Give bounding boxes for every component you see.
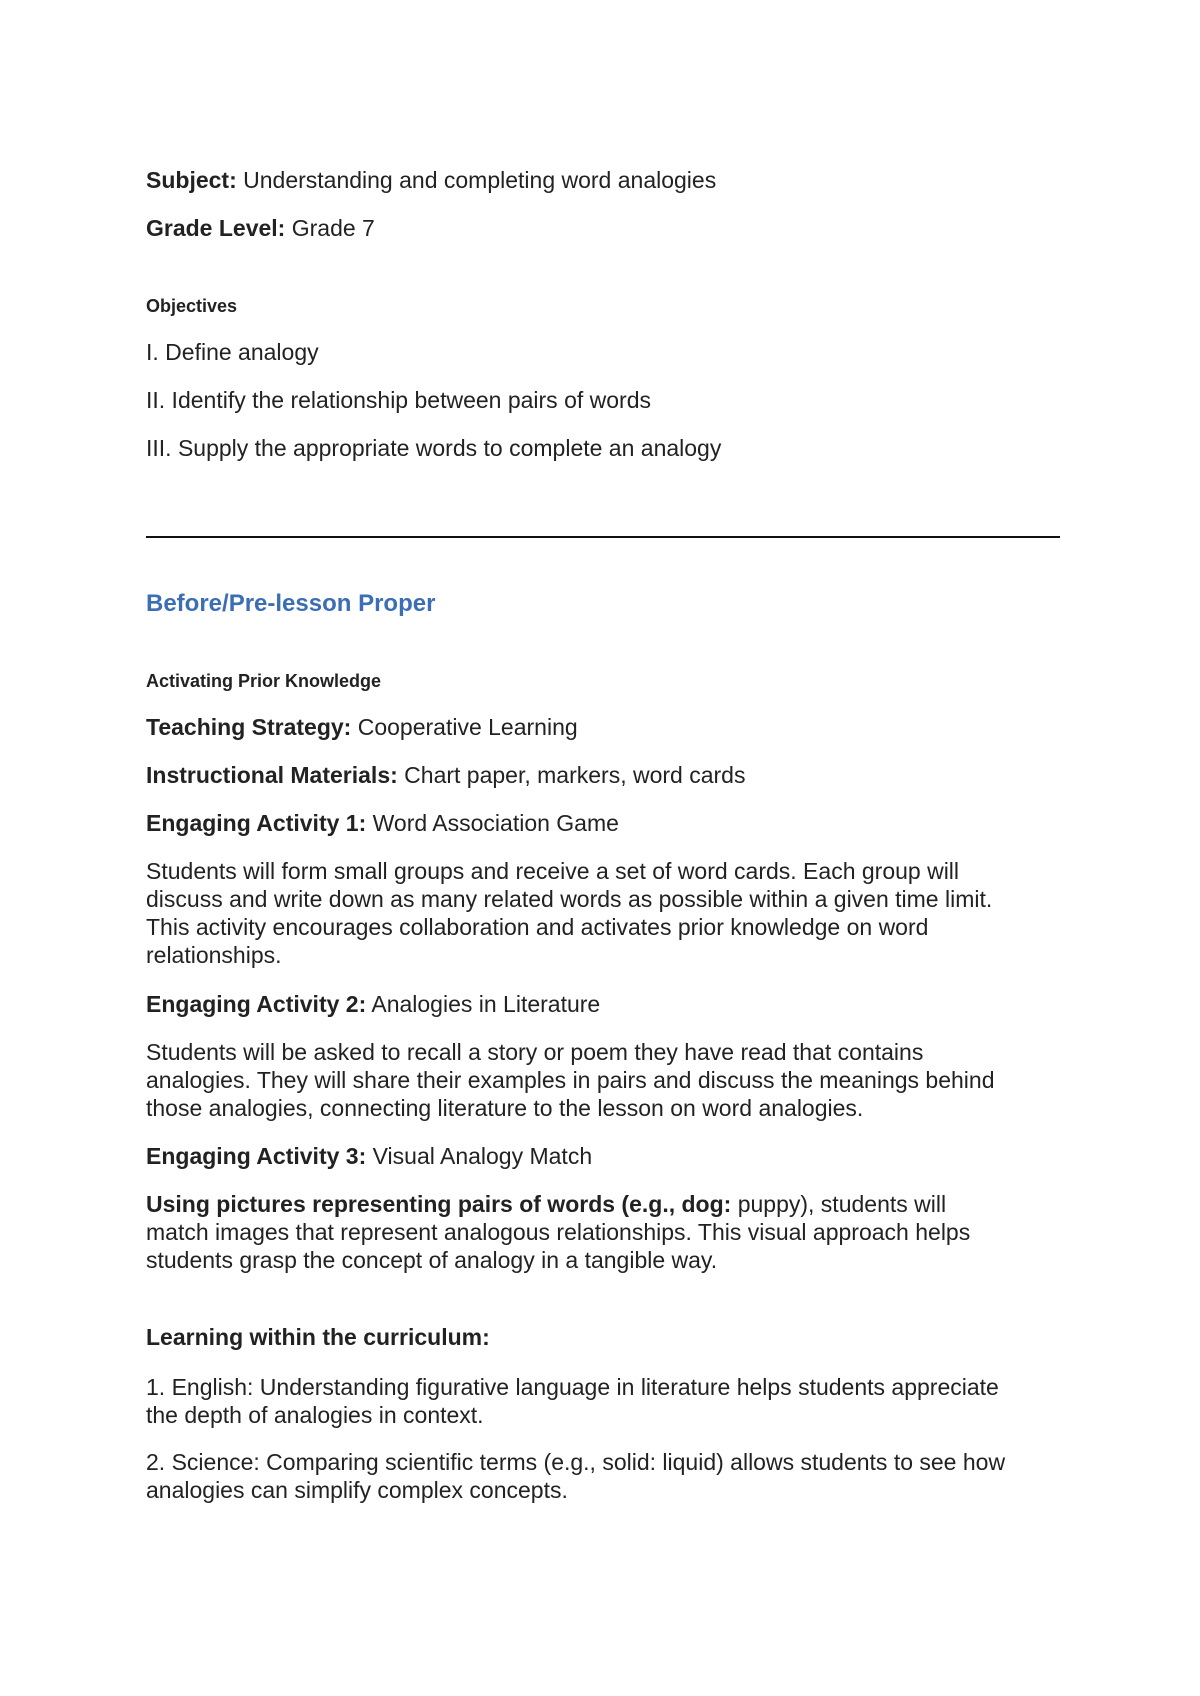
objectives-heading: Objectives [146,296,238,316]
paragraph-line: Students will be asked to recall a story or poem they have read that contains [146,1039,924,1065]
teaching-strategy-label: Teaching Strategy: [146,714,352,740]
objective-item: I. Define analogy [146,339,319,365]
subject-line [146,166,716,194]
teaching-strategy-line [146,713,578,741]
subject-value: Understanding and completing word analogies [243,167,717,193]
activity-1-label: Engaging Activity 1: [146,810,367,836]
activity-3-lead-rest: puppy), students will [731,1191,947,1217]
paragraph-line: those analogies, connecting literature to the lesson on word analogies. [146,1095,864,1121]
grade-level-label: Grade Level: [146,215,286,241]
activity-1-heading [146,809,619,837]
section-title: Before/Pre-lesson Proper [146,590,436,617]
curriculum-heading-text: Learning within the curriculum: [146,1324,490,1350]
materials-value: Chart paper, markers, word cards [404,762,746,788]
paragraph-line: match images that represent analogous relationships. This visual approach helps [146,1219,971,1245]
objective-item: II. Identify the relationship between pairs of words [146,387,652,413]
curriculum-heading [146,1323,490,1351]
activity-3-label: Engaging Activity 3: [146,1143,367,1169]
paragraph-line: discuss and write down as many related words as possible within a given time limit. [146,886,993,912]
materials-label: Instructional Materials: [146,762,398,788]
curriculum-item-english [146,1373,1066,1429]
materials-line [146,761,745,789]
activity-2-label: Engaging Activity 2: [146,991,367,1017]
section-divider [146,536,1060,538]
teaching-strategy-value: Cooperative Learning [357,714,578,740]
paragraph-line: the depth of analogies in context. [146,1402,484,1428]
paragraph-line: This activity encourages collaboration and activates prior knowledge on word [146,914,929,940]
prior-knowledge-heading: Activating Prior Knowledge [146,671,382,691]
paragraph-line: analogies. They will share their examples in pairs and discuss the meanings behind [146,1067,995,1093]
paragraph-line: relationships. [146,942,282,968]
activity-2-title: Analogies in Literature [371,991,601,1017]
subject-label: Subject: [146,167,237,193]
activity-3-heading [146,1142,592,1170]
activity-3-description [146,1190,1066,1274]
paragraph-line: analogies can simplify complex concepts. [146,1477,568,1503]
activity-1-description [146,857,1066,969]
paragraph-line [146,1190,1066,1218]
paragraph-line: 1. English: Understanding figurative language in literature helps students appreciate [146,1374,999,1400]
activity-3-lead-bold: Using pictures representing pairs of words (e.g., dog: [146,1191,732,1217]
activity-3-title: Visual Analogy Match [372,1143,593,1169]
grade-level-line [146,214,375,242]
activity-2-description [146,1038,1066,1122]
curriculum-item-science [146,1448,1066,1504]
paragraph-line: Students will form small groups and receive a set of word cards. Each group will [146,858,960,884]
paragraph-line: students grasp the concept of analogy in a tangible way. [146,1247,718,1273]
paragraph-line: 2. Science: Comparing scientific terms (e.g., solid: liquid) allows students to see how [146,1449,1006,1475]
activity-1-title: Word Association Game [372,810,619,836]
activity-2-heading [146,990,600,1018]
objective-item: III. Supply the appropriate words to complete an analogy [146,435,722,461]
grade-level-value: Grade 7 [291,215,375,241]
